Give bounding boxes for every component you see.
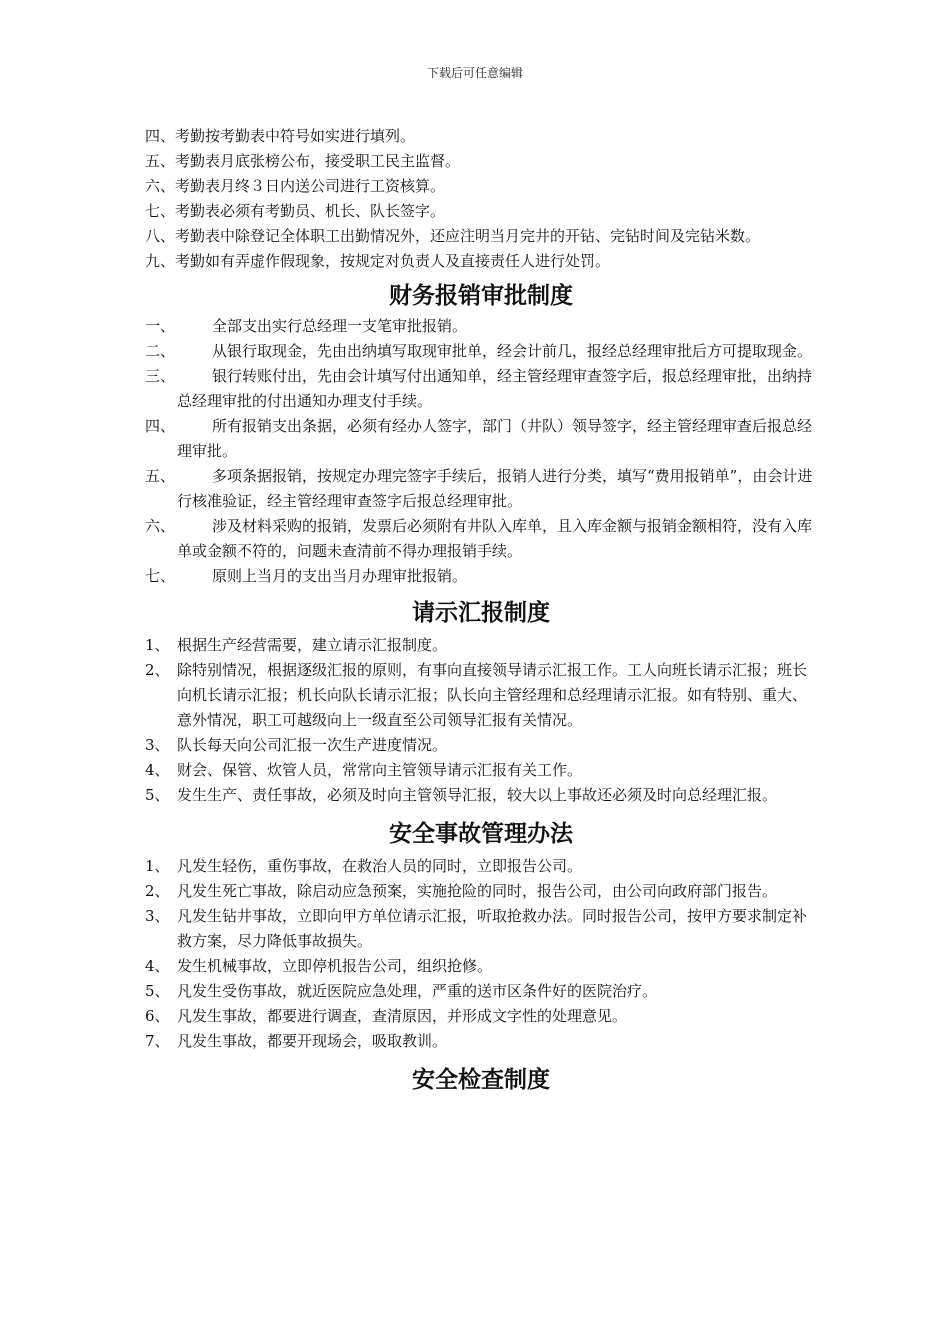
list-item [145,979,817,1004]
list-item [145,758,817,783]
item-text: 凡发生事故，都要进行调查，查清原因，并形成文字性的处理意见。 [177,1007,628,1025]
item-text: 多项条据报销，按规定办理完签字手续后，报销人进行分类，填写“费用报销单”，由会计进行核准验证，经主管经理审查签字后报总经理审批。 [177,467,813,510]
item-number: 2、 [145,661,170,679]
list-item [145,314,817,339]
item-text: 财会、保管、炊管人员，常常向主管领导请示汇报有关工作。 [177,761,583,779]
section-title: 财务报销审批制度 [389,283,573,309]
item-text: 凡发生受伤事故，就近医院应急处理，严重的送市区条件好的医院治疗。 [177,982,658,1000]
intro-list [145,124,817,274]
item-text: 凡发生轻伤，重伤事故，在救治人员的同时，立即报告公司。 [177,857,583,875]
list-item [145,633,817,658]
item-text: 全部支出实行总经理一支笔审批报销。 [212,317,468,335]
item-number: 1、 [145,857,170,875]
list-item [145,733,817,758]
item-text: 凡发生死亡事故，除启动应急预案，实施抢险的同时，报告公司，由公司向政府部门报告。 [177,882,778,900]
item-number: 4、 [145,761,170,779]
item-text: 从银行取现金，先由出纳填写取现审批单，经会计前几，报经总经理审批后方可提取现金。 [212,342,813,360]
item-number: 1、 [145,636,170,654]
item-text: 凡发生事故，都要开现场会，吸取教训。 [177,1032,448,1050]
intro-line: 七、考勤表必须有考勤员、机长、队长签字。 [145,202,446,220]
list-item [145,954,817,979]
item-number: 3、 [145,736,170,754]
intro-line: 四、考勤按考勤表中符号如实进行填列。 [145,127,416,145]
section-list [145,314,817,589]
list-item [145,514,817,564]
item-number: 4、 [145,957,170,975]
intro-line: 五、考勤表月底张榜公布，接受职工民主监督。 [145,152,461,170]
list-item [145,658,817,733]
item-number: 一、 [145,317,176,335]
item-text: 银行转账付出，先由会计填写付出通知单，经主管经理审查签字后，报总经理审批，出纳持总经理审批的付出通知办理支付手续。 [177,367,813,410]
item-number: 六、 [145,517,176,535]
item-text: 原则上当月的支出当月办理审批报销。 [212,567,468,585]
list-item [145,1029,817,1054]
item-number: 五、 [145,467,176,485]
item-text: 队长每天向公司汇报一次生产进度情况。 [177,736,448,754]
item-number: 四、 [145,417,176,435]
list-item [145,879,817,904]
item-number: 七、 [145,567,176,585]
item-text: 根据生产经营需要，建立请示汇报制度。 [177,636,448,654]
item-number: 3、 [145,907,170,925]
item-number: 2、 [145,882,170,900]
list-item [145,783,817,808]
page-header: 下载后可任意编辑 [426,66,523,80]
list-item [145,464,817,514]
item-text: 除特别情况，根据逐级汇报的原则，有事向直接领导请示汇报工作。工人向班长请示汇报；班长向机长请示汇报；机长向队长请示汇报；队长向主管经理和总经理请示汇报。如有特别、重大、意外情况，职工可越级向上一级直至公司领导汇报有关情况。 [177,661,808,729]
section-list [145,633,817,808]
item-text: 涉及材料采购的报销，发票后必须附有井队入库单，且入库金额与报销金额相符，没有入库单或金额不符的，问题未查清前不得办理报销手续。 [177,517,813,560]
list-item [145,339,817,364]
item-text: 凡发生钻井事故，立即向甲方单位请示汇报，听取抢救办法。同时报告公司，按甲方要求制定补救方案，尽力降低事故损失。 [177,907,808,950]
section-list [145,854,817,1054]
list-item [145,564,817,589]
item-number: 三、 [145,367,176,385]
list-item [145,904,817,954]
item-number: 5、 [145,982,170,1000]
intro-line: 九、考勤如有弄虚作假现象，按规定对负责人及直接责任人进行处罚。 [145,252,611,270]
item-number: 5、 [145,786,170,804]
item-text: 所有报销支出条据，必须有经办人签字，部门（井队）领导签字，经主管经理审查后报总经理审批。 [177,417,813,460]
list-item [145,1004,817,1029]
document-body [145,124,817,1098]
item-number: 6、 [145,1007,170,1025]
intro-line: 六、考勤表月终３日内送公司进行工资核算。 [145,177,446,195]
list-item [145,414,817,464]
section-title: 安全检查制度 [412,1067,550,1093]
section-title: 安全事故管理办法 [389,821,573,847]
item-number: 二、 [145,342,176,360]
list-item [145,364,817,414]
list-item [145,854,817,879]
intro-line: 八、考勤表中除登记全体职工出勤情况外，还应注明当月完井的开钻、完钻时间及完钻米数。 [145,227,761,245]
item-text: 发生机械事故，立即停机报告公司，组织抢修。 [177,957,493,975]
item-number: 7、 [145,1032,170,1050]
item-text: 发生生产、责任事故，必须及时向主管领导汇报，较大以上事故还必须及时向总经理汇报。 [177,786,778,804]
section-title: 请示汇报制度 [412,600,550,626]
